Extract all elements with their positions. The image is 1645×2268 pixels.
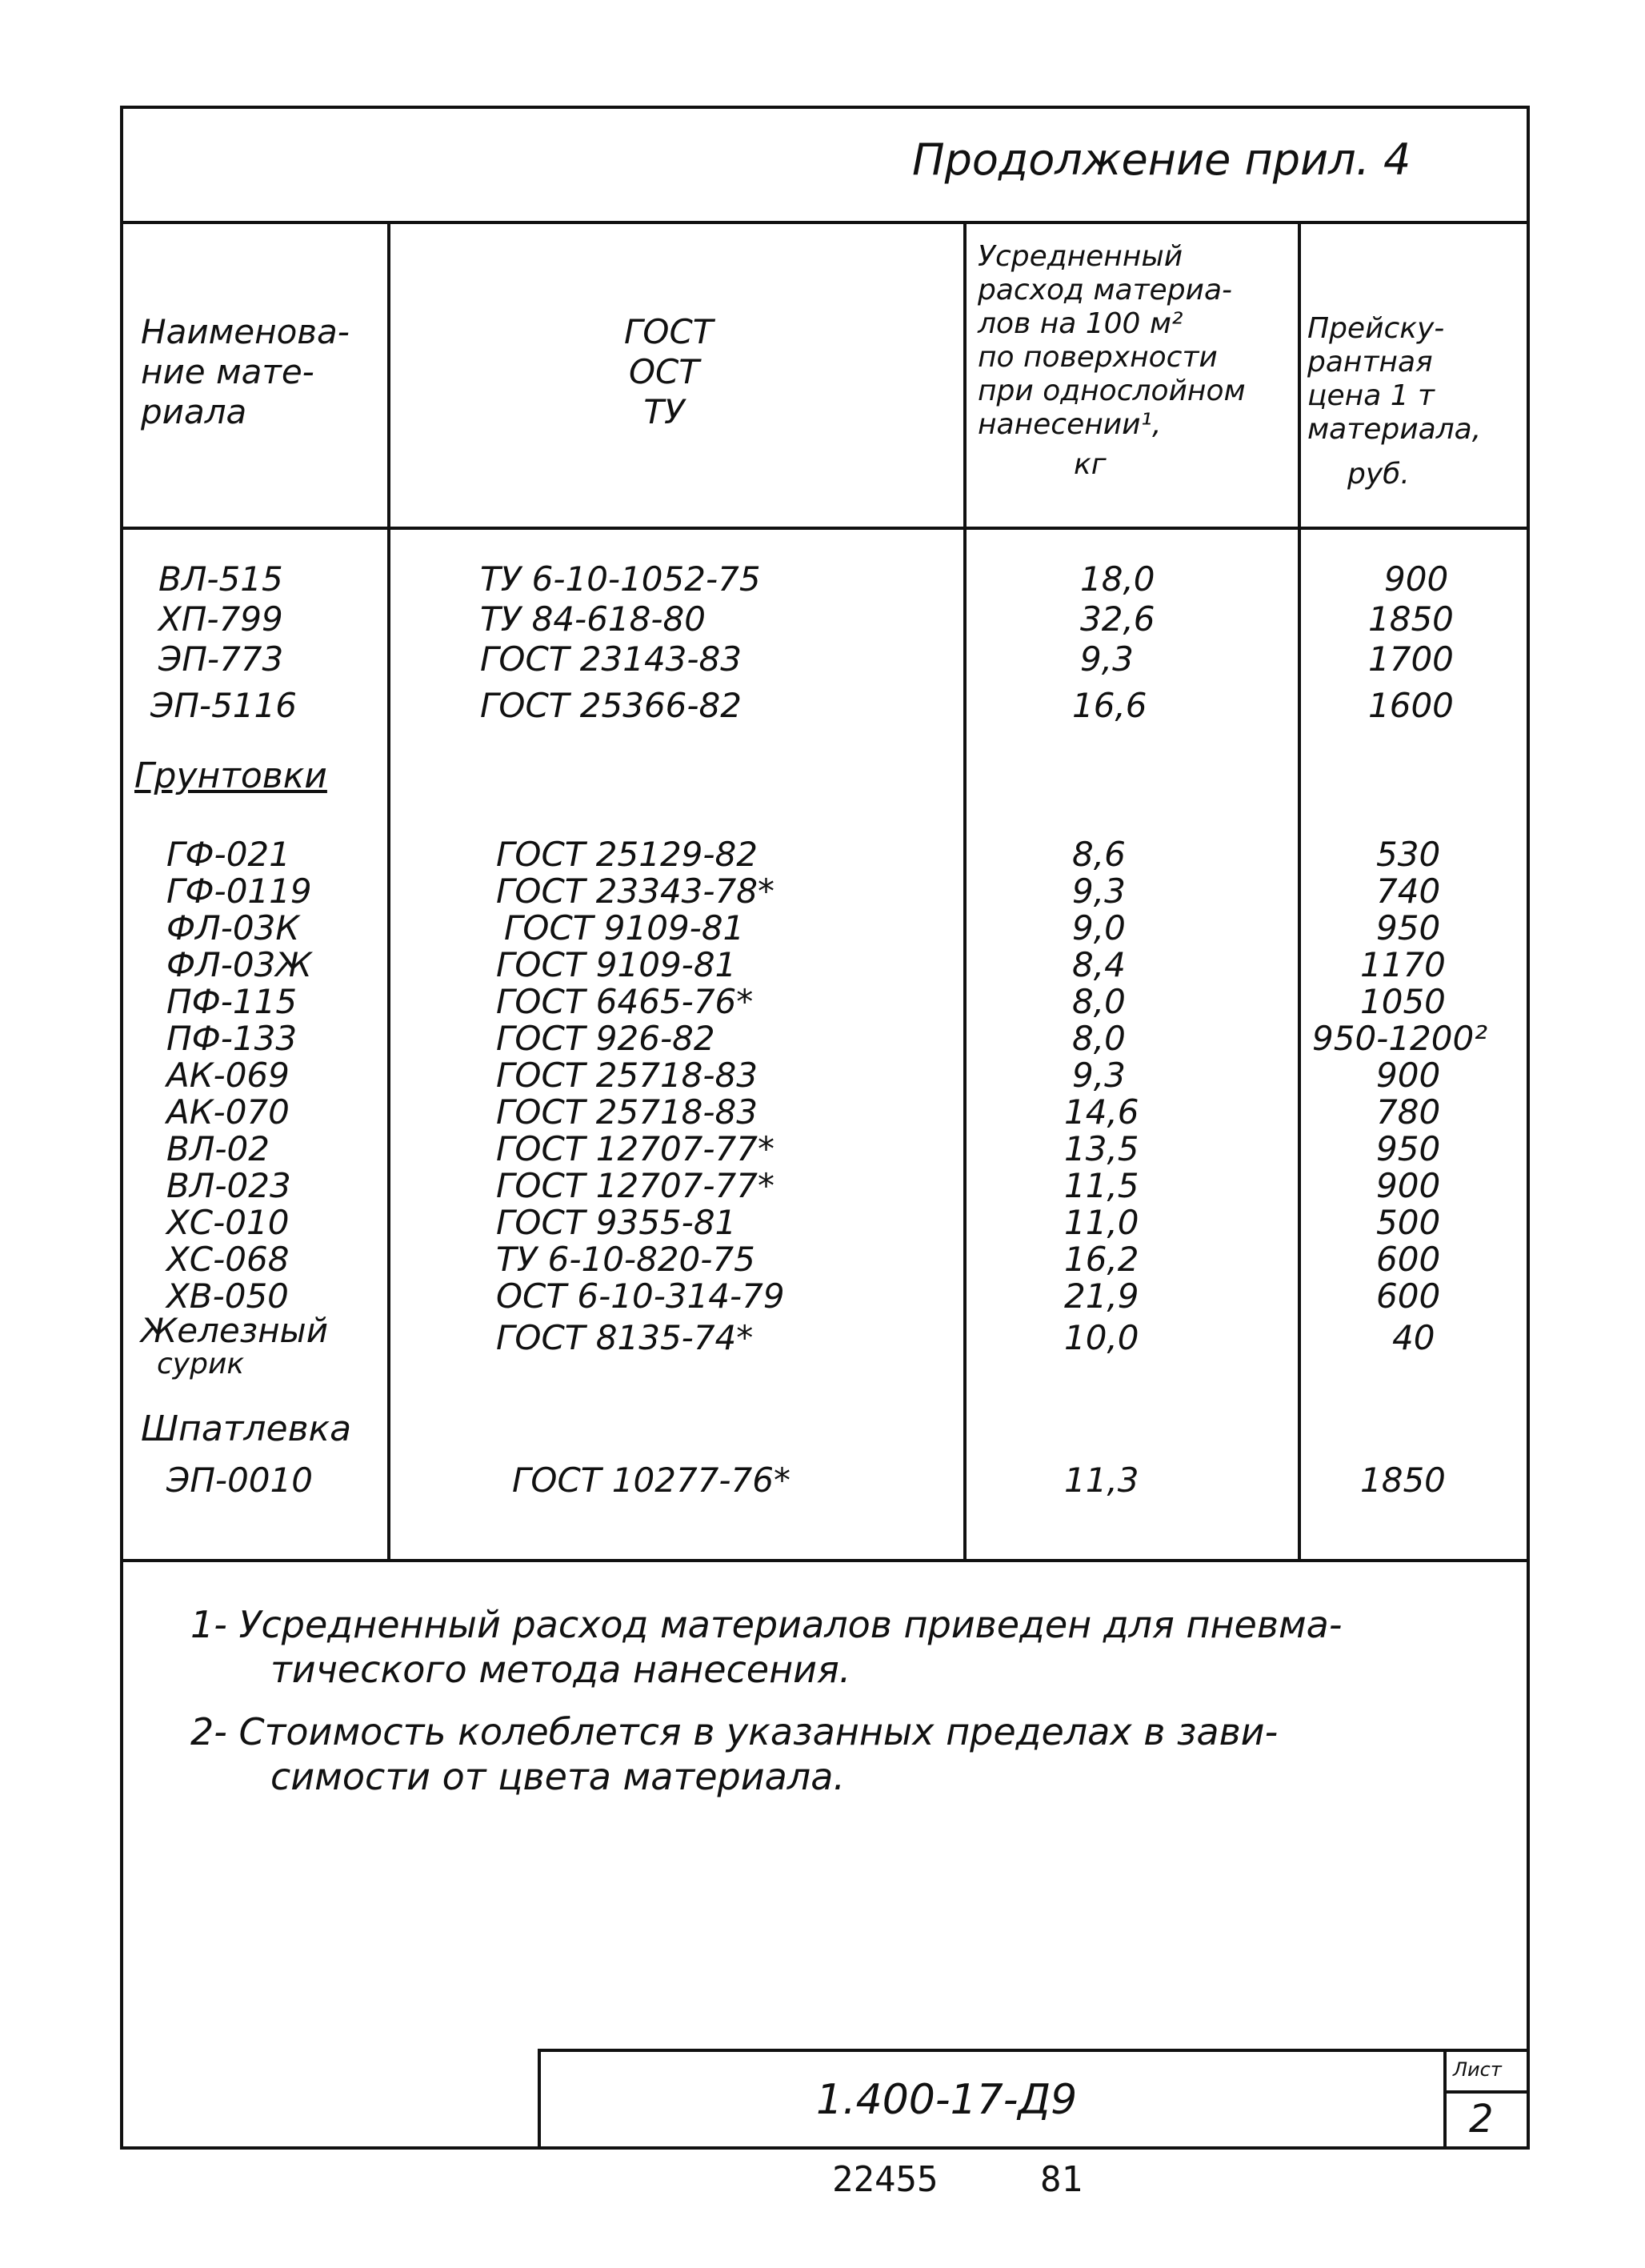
material-price: 740 [1376,872,1441,911]
table-row [0,1130,1645,1168]
material-price: 530 [1376,835,1441,874]
material-name: АК-069 [166,1056,290,1095]
material-price: 1700 [1368,639,1454,679]
material-consumption: 16,2 [1064,1240,1139,1279]
material-consumption: 9,3 [1072,872,1126,911]
table-row [0,872,1645,911]
material-standard: ГОСТ 25718-83 [496,1056,758,1095]
material-name: ФЛ-03К [166,908,300,948]
header-price-line: материала, [1307,413,1482,446]
material-name: ГФ-021 [166,835,290,874]
note-line: тического метода нанесения. [270,1648,851,1691]
material-name: ВЛ-023 [166,1166,291,1205]
header-price-unit: руб. [1347,458,1410,491]
material-name: ВЛ-515 [158,559,283,599]
material-standard: ГОСТ 12707-77* [496,1129,774,1168]
material-standard: ОСТ 6-10-314-79 [496,1276,785,1316]
material-name: ЭП-0010 [166,1461,313,1500]
material-name: ПФ-115 [166,982,298,1021]
material-consumption: 10,0 [1064,1318,1139,1357]
material-consumption: 13,5 [1064,1129,1139,1168]
header-price-line: Прейску- [1307,312,1445,345]
material-standard: ГОСТ 8135-74* [496,1318,754,1357]
header-name-line: риала [141,392,247,431]
material-name-line: Железный [141,1311,329,1350]
continuation-title: Продолжение прил. 4 [912,134,1411,185]
header-consumption [978,240,1295,482]
material-standard: ГОСТ 25366-82 [480,686,742,725]
header-name-line: ние мате- [141,352,314,391]
header-divider [120,527,1530,530]
header-consumption-line: по поверхности [978,341,1218,374]
material-standard: ТУ 6-10-1052-75 [480,559,761,599]
material-price: 1600 [1368,686,1454,725]
material-price: 950-1200² [1312,1019,1488,1058]
material-price: 1170 [1360,945,1446,984]
stamp-sheet-line [1443,2090,1530,2094]
material-price: 900 [1376,1056,1441,1095]
sheet-number: 2 [1469,2097,1494,2142]
material-price: 900 [1384,559,1449,599]
material-name: ПФ-133 [166,1019,298,1058]
material-standard: ГОСТ 12707-77* [496,1166,774,1205]
material-standard: ГОСТ 23343-78* [496,872,774,911]
material-price: 40 [1392,1318,1435,1357]
material-consumption: 11,3 [1064,1461,1139,1500]
table-bottom-divider [120,1559,1530,1562]
header-consumption-line: при однослойном [978,375,1246,407]
material-consumption: 8,6 [1072,835,1126,874]
material-name: ЭП-5116 [150,686,297,725]
document-code: 1.400-17-Д9 [816,2076,1078,2124]
header-consumption-line: Усредненный [978,240,1183,273]
material-name: ХС-010 [166,1203,290,1242]
material-consumption: 9,3 [1080,639,1134,679]
material-standard: ГОСТ 25129-82 [496,835,758,874]
header-consumption-line: расход материа- [978,274,1233,307]
header-name-line: Наименова- [141,312,350,351]
page-number: 81 [1040,2159,1083,2200]
material-consumption: 8,4 [1072,945,1126,984]
table-row [0,946,1645,984]
header-price [1307,312,1528,491]
title-divider [120,221,1530,224]
material-name: ВЛ-02 [166,1129,270,1168]
table-row [0,1167,1645,1205]
material-name: ХП-799 [158,599,283,639]
material-consumption: 16,6 [1072,686,1147,725]
note-1 [190,1602,1342,1692]
material-standard: ГОСТ 25718-83 [496,1092,758,1132]
material-standard: ГОСТ 9109-81 [496,945,737,984]
header-consumption-line: лов на 100 м² [978,307,1183,340]
material-standard: ГОСТ 926-82 [496,1019,715,1058]
material-price: 900 [1376,1166,1441,1205]
table-row [0,983,1645,1021]
material-consumption: 11,0 [1064,1203,1139,1242]
material-standard: ТУ 84-618-80 [480,599,706,639]
material-name: ГФ-0119 [166,872,312,911]
inventory-number: 22455 [832,2159,939,2200]
header-name [141,312,350,432]
note-line: симости от цвета материала. [270,1755,846,1798]
table-row [0,1319,1645,1357]
material-standard: ГОСТ 6465-76* [496,982,754,1021]
material-standard: ГОСТ 10277-76* [512,1461,790,1500]
section-putty: Шпатлевка [141,1408,352,1449]
table-row [0,1020,1645,1058]
stamp-top-line [538,2049,1530,2052]
material-consumption: 11,5 [1064,1166,1139,1205]
material-price: 950 [1376,908,1441,948]
table-row [0,687,1645,725]
material-name: ФЛ-03Ж [166,945,312,984]
material-price: 780 [1376,1092,1441,1132]
table-row [0,1204,1645,1242]
material-price: 1050 [1360,982,1446,1021]
material-consumption: 9,3 [1072,1056,1126,1095]
note-line: 1- Усредненный расход материалов приведен для пневма- [190,1603,1343,1646]
material-consumption: 21,9 [1064,1276,1139,1316]
stamp-sheet-divider [1443,2049,1447,2150]
material-consumption: 18,0 [1080,559,1155,599]
material-price: 1850 [1360,1461,1446,1500]
header-standard-line: ОСТ [628,352,700,391]
material-name: ХС-068 [166,1240,290,1279]
header-price-line: рантная [1307,346,1433,379]
header-standard-line: ГОСТ [624,312,714,351]
material-price: 600 [1376,1240,1441,1279]
material-name-line: сурик [157,1348,245,1380]
table-row [0,1240,1645,1279]
table-row [0,835,1645,874]
header-standard-line: ТУ [643,392,685,431]
stamp-left-line [538,2049,541,2150]
table-row [0,600,1645,639]
material-standard: ГОСТ 23143-83 [480,639,742,679]
material-price: 950 [1376,1129,1441,1168]
material-price: 600 [1376,1276,1441,1316]
material-standard: ТУ 6-10-820-75 [496,1240,755,1279]
table-row [0,909,1645,948]
material-consumption: 8,0 [1072,1019,1126,1058]
header-standard [624,312,714,432]
material-price: 1850 [1368,599,1454,639]
table-row [0,560,1645,599]
table-row [0,1277,1645,1316]
table-row [0,1461,1645,1500]
sheet-label: Лист [1453,2058,1502,2081]
header-consumption-line: нанесении¹, [978,408,1162,441]
header-price-line: цена 1 т [1307,379,1435,412]
material-name: ХВ-050 [166,1276,289,1316]
table-row [0,1093,1645,1132]
table-row [0,1056,1645,1095]
header-consumption-unit: кг [1074,448,1107,481]
table-row [0,640,1645,679]
material-consumption: 32,6 [1080,599,1155,639]
material-name: АК-070 [166,1092,290,1132]
note-line: 2- Стоимость колеблется в указанных пределах в зави- [190,1710,1279,1753]
material-standard: ГОСТ 9109-81 [504,908,745,948]
material-price: 500 [1376,1203,1441,1242]
note-2 [190,1709,1278,1799]
material-consumption: 14,6 [1064,1092,1139,1132]
section-primers: Грунтовки [134,755,327,796]
material-standard: ГОСТ 9355-81 [496,1203,737,1242]
material-consumption: 8,0 [1072,982,1126,1021]
material-name: ЭП-773 [158,639,284,679]
material-consumption: 9,0 [1072,908,1126,948]
